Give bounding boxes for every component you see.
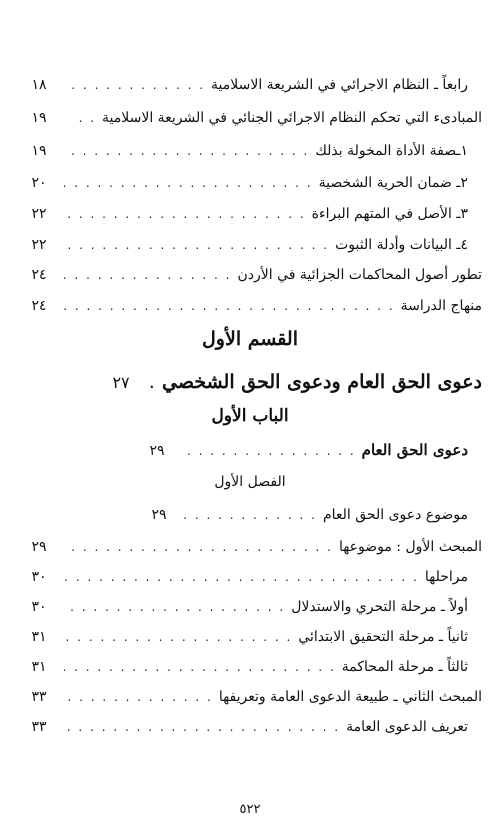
- leader-dots: [64, 658, 336, 676]
- toc-entry-page: ١٨: [31, 77, 47, 93]
- toc-entry: [20, 109, 482, 127]
- toc-entry: [20, 568, 482, 586]
- toc-entry-title: ١ـصفة الأداة المخولة بذلك: [315, 143, 468, 159]
- toc-entry-page: ٢٤: [31, 298, 47, 314]
- toc-entry-title: ثالثاً ـ مرحلة المحاكمة: [341, 659, 468, 675]
- toc-entry-page: ٢٢: [31, 237, 47, 253]
- toc-entry: [20, 205, 482, 223]
- page-number: ٥٢٢: [239, 802, 261, 817]
- toc-entry: [20, 628, 482, 646]
- toc-entry-title: ٤ـ البيانات وأدلة الثبوت: [335, 237, 468, 253]
- chapter-subject-title: دعوى الحق العام: [361, 441, 468, 459]
- toc-entry: [20, 688, 482, 706]
- chapter-subject-page: ٢٩: [149, 443, 165, 459]
- leader-dots: [64, 538, 333, 556]
- toc-entry-title: منهاج الدراسة: [400, 298, 482, 314]
- leader-dots: [182, 442, 356, 460]
- part-subject-page: ٢٧: [112, 373, 130, 392]
- toc-entry-title: ٣ـ الأصل في المتهم البراءة: [311, 206, 468, 222]
- toc-entry-title: مراحلها: [424, 569, 468, 585]
- toc-entry: [20, 598, 482, 616]
- leader-dots: [64, 236, 329, 254]
- toc-entry-title: ثانياً ـ مرحلة التحقيق الابتدائي: [298, 629, 468, 645]
- leader-dots: [64, 598, 285, 616]
- toc-entry-title: رابعاً ـ النظام الاجرائي في الشريعة الاسلامية: [211, 77, 468, 93]
- toc-entry: [20, 718, 482, 736]
- toc-entry-page: ٣٣: [31, 689, 47, 705]
- part-subject-entry: [58, 370, 482, 396]
- toc-entry-page: ٢٠: [31, 175, 47, 191]
- toc-entry-page: ٣٣: [31, 719, 47, 735]
- leader-dots: [64, 76, 205, 94]
- toc-entry-title: أولاً ـ مرحلة التحري والاستدلال: [291, 599, 468, 615]
- toc-entry-page: ٣٠: [31, 599, 47, 615]
- leader-dots: [184, 506, 317, 524]
- toc-entry-page: ١٩: [31, 110, 47, 126]
- leader-dots: [64, 688, 213, 706]
- leader-dots: [64, 628, 292, 646]
- leader-dots: [64, 174, 313, 192]
- toc-entry: [140, 506, 482, 524]
- toc-entry-title: المبحث الثاني ـ طبيعة الدعوى العامة وتعريفها: [218, 689, 482, 705]
- leader-dots: [146, 372, 156, 396]
- leader-dots: [64, 266, 231, 284]
- toc-entry-title: تطور أصول المحاكمات الجزائية في الأردن: [237, 267, 482, 283]
- leader-dots: [64, 205, 306, 223]
- toc-entry-page: ٢٩: [31, 539, 47, 555]
- part-subject-title: دعوى الحق العام ودعوى الحق الشخصي: [162, 371, 482, 393]
- toc-entry: [20, 236, 482, 254]
- section-title: الفصل الأول: [214, 474, 286, 490]
- toc-entry-title: ٢ـ ضمان الحرية الشخصية: [318, 175, 468, 191]
- leader-dots: [64, 568, 419, 586]
- toc-entry: [20, 266, 482, 284]
- toc-entry-page: ٢٢: [31, 206, 47, 222]
- toc-entry-title: المبحث الأول : موضوعها: [338, 539, 482, 555]
- toc-entry: [20, 297, 482, 315]
- toc-entry-title: تعريف الدعوى العامة: [346, 719, 468, 735]
- toc-entry-page: ٣٠: [31, 569, 47, 585]
- toc-entry: [20, 142, 482, 160]
- toc-entry-page: ١٩: [31, 143, 47, 159]
- toc-entry: [20, 658, 482, 676]
- leader-dots: [64, 718, 340, 736]
- toc-entry-page: ٢٤: [31, 267, 47, 283]
- toc-entry: [20, 174, 482, 192]
- part-title: القسم الأول: [202, 328, 298, 350]
- leader-dots: [64, 142, 309, 160]
- toc-entry-page: ٣١: [31, 629, 47, 645]
- toc-entry: [20, 538, 482, 556]
- leader-dots: [64, 297, 395, 315]
- leader-dots: [64, 109, 96, 127]
- chapter-title: الباب الأول: [211, 406, 289, 426]
- toc-entry-title: المبادىء التي تحكم النظام الاجرائي الجنائي في الشريعة الاسلامية: [102, 110, 482, 126]
- toc-entry-title: موضوع دعوى الحق العام: [322, 507, 468, 523]
- toc-entry-page: ٣١: [31, 659, 47, 675]
- toc-entry: [20, 76, 482, 94]
- toc-entry-page: ٢٩: [151, 507, 167, 523]
- chapter-subject-entry: [138, 441, 482, 460]
